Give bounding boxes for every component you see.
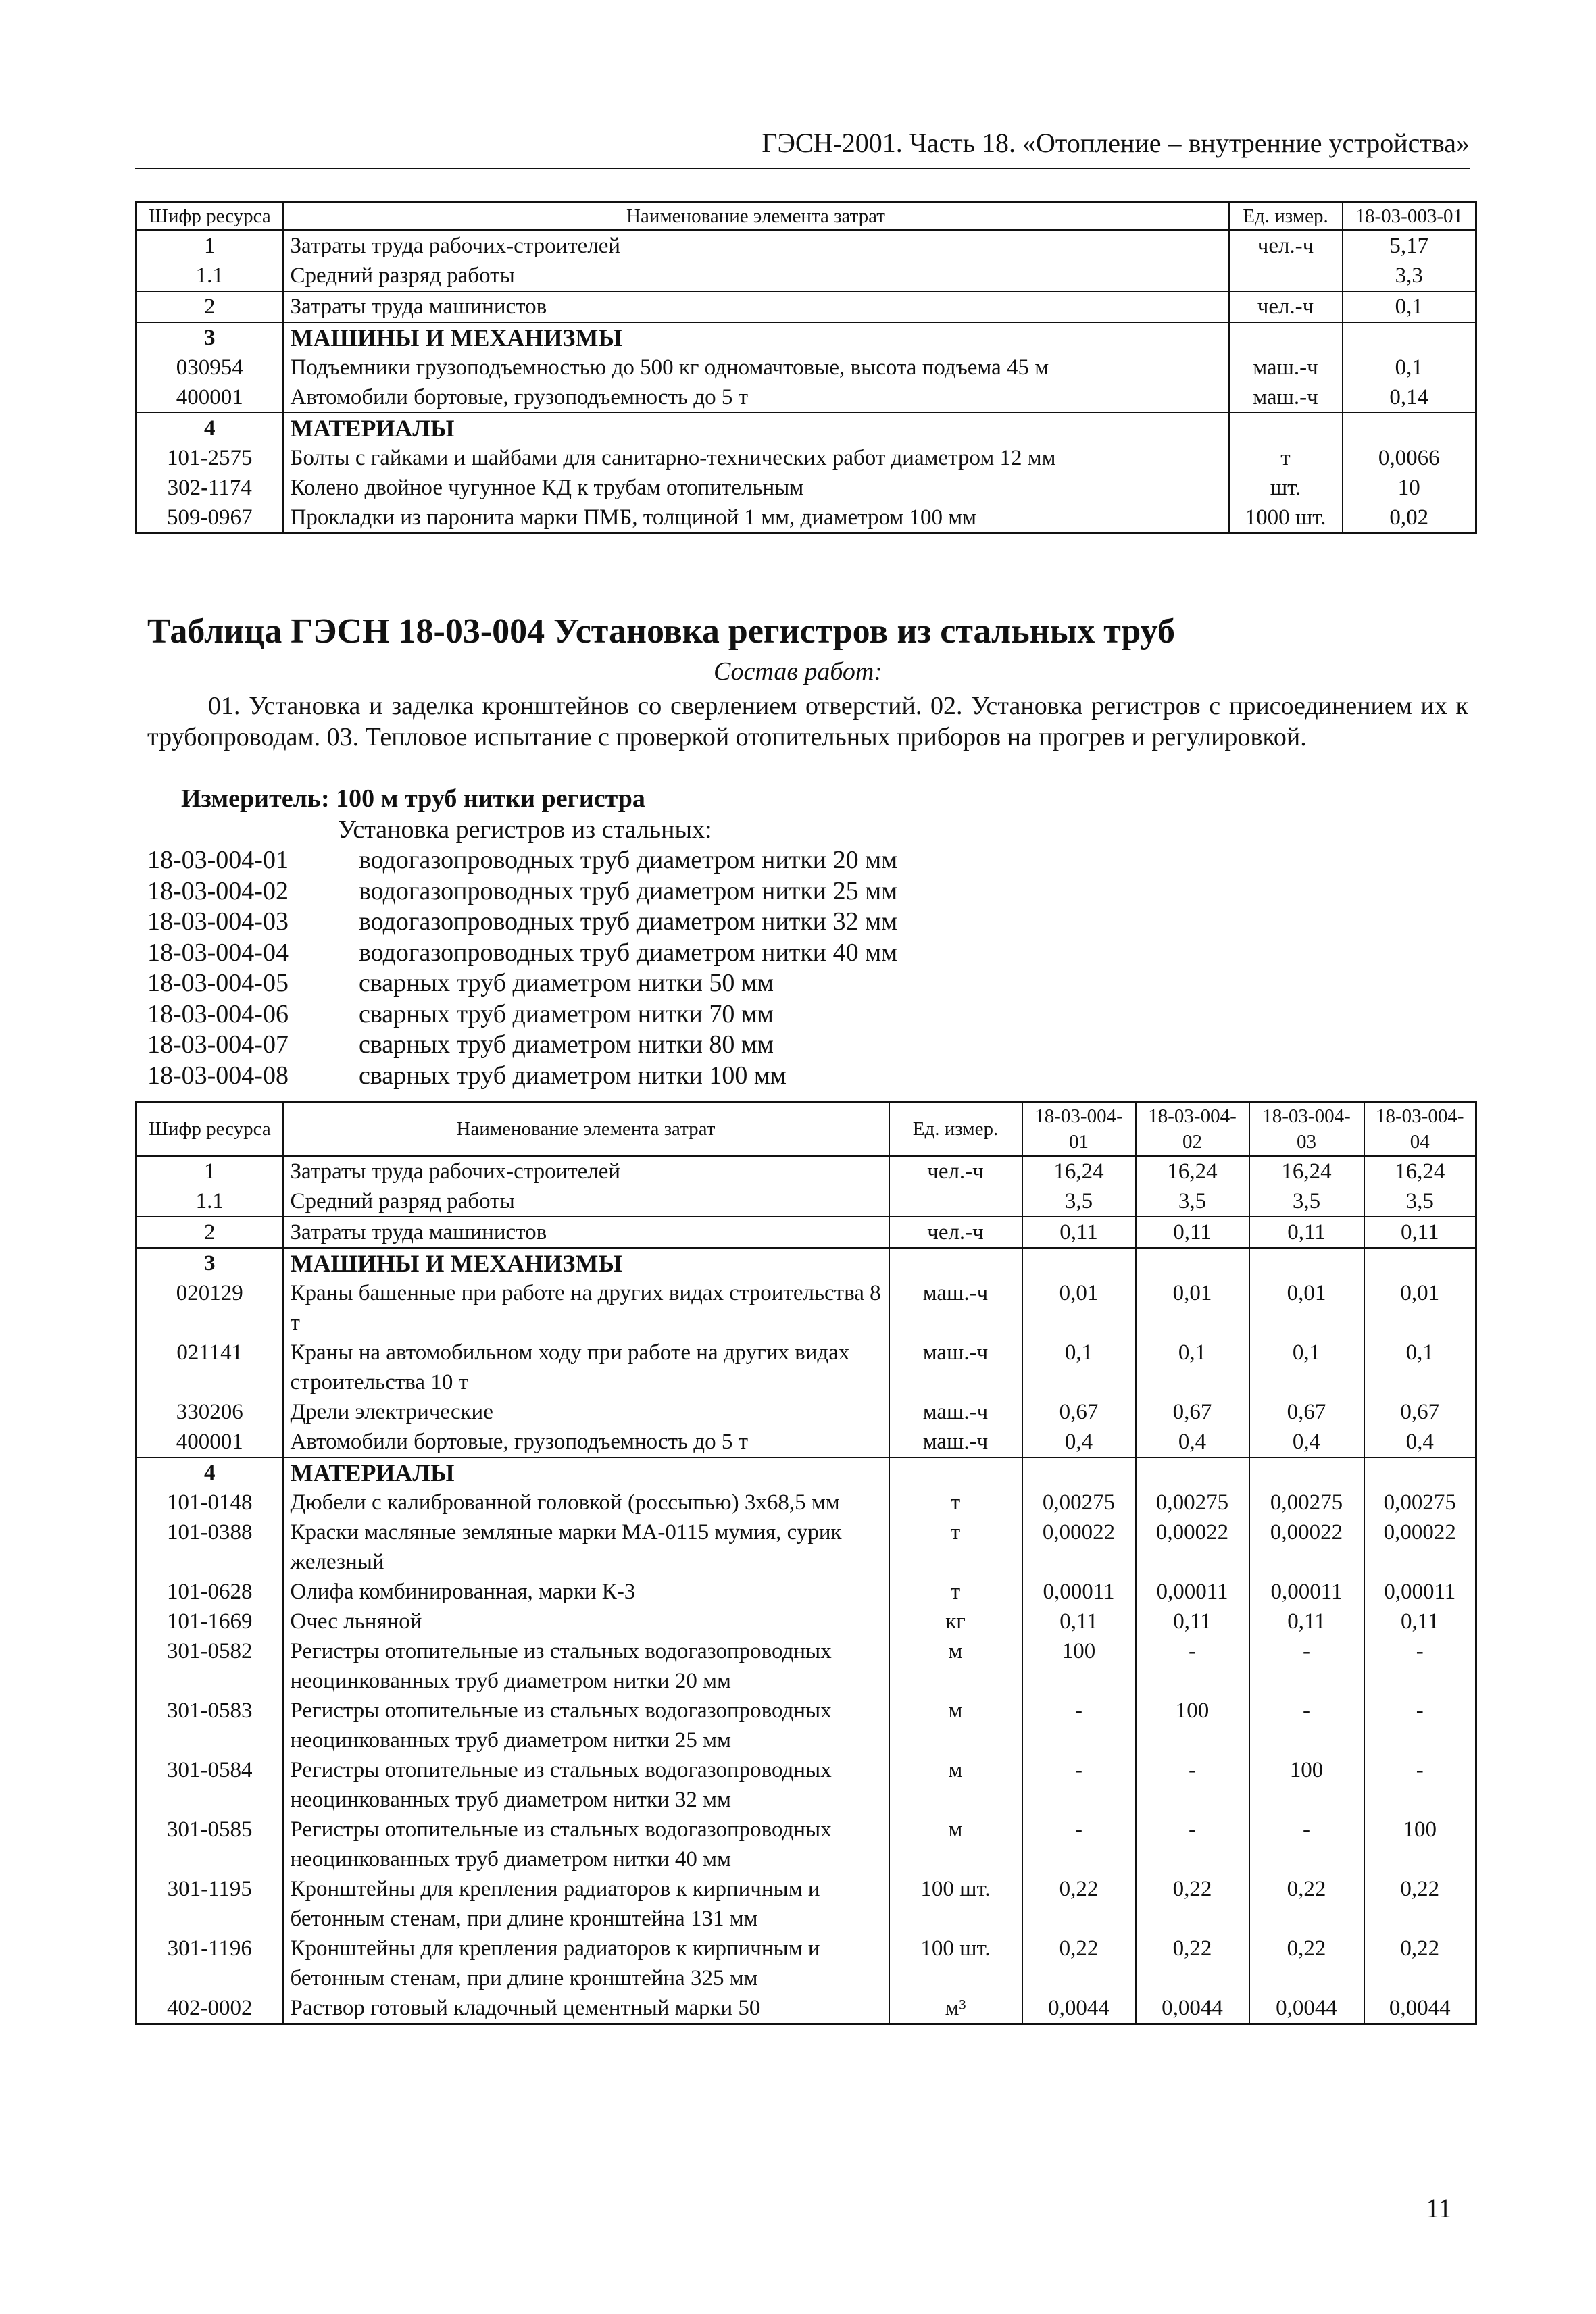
measure-unit: Измеритель: 100 м труб нитки регистра	[181, 784, 645, 813]
table-row	[136, 1517, 1476, 1577]
value-cell: 3,3	[1343, 261, 1476, 291]
value-cell: 0,67	[1364, 1397, 1476, 1427]
table-row	[136, 1488, 1476, 1517]
value-cell: 0,0044	[1364, 1993, 1476, 2024]
resource-code-cell: 020129	[136, 1278, 283, 1338]
unit-cell: м	[889, 1755, 1022, 1815]
value-cell: 100	[1364, 1815, 1476, 1874]
value-cell: 0,01	[1022, 1278, 1136, 1338]
value-cell: 0,0066	[1343, 443, 1476, 473]
value-cell: 0,67	[1136, 1397, 1249, 1427]
value-cell: 0,22	[1022, 1874, 1136, 1934]
code-number: 18-03-004-02	[147, 876, 289, 905]
resource-code-cell: 101-1669	[136, 1607, 283, 1636]
unit-cell: чел.-ч	[889, 1217, 1022, 1248]
unit-cell: кг	[889, 1607, 1022, 1636]
unit-cell: маш.-ч	[1229, 353, 1343, 382]
code-description: сварных труб диаметром нитки 100 мм	[359, 1061, 787, 1090]
value-cell: 0,11	[1249, 1217, 1364, 1248]
unit-cell: 1000 шт.	[1229, 503, 1343, 534]
page-number: 11	[1426, 2193, 1452, 2223]
table-row	[136, 1815, 1476, 1874]
resource-code-cell: 2	[136, 1217, 283, 1248]
code-number: 18-03-004-06	[147, 999, 289, 1028]
item-name-cell: Кронштейны для крепления радиаторов к кирпичным и бетонным стенам, при длине кронштейна 325 мм	[283, 1934, 889, 1993]
code-number: 18-03-004-04	[147, 938, 289, 967]
value-cell: 16,24	[1022, 1156, 1136, 1187]
value-cell: 0,02	[1343, 503, 1476, 534]
value-cell: 0,1	[1343, 353, 1476, 382]
resource-code-cell: 1.1	[136, 1186, 283, 1217]
value-cell: 3,5	[1249, 1186, 1364, 1217]
unit-cell: м	[889, 1696, 1022, 1755]
value-cell: -	[1022, 1696, 1136, 1755]
code-description: водогазопроводных труб диаметром нитки 40 мм	[359, 938, 898, 967]
unit-cell: маш.-ч	[1229, 382, 1343, 413]
code-description: водогазопроводных труб диаметром нитки 32 мм	[359, 907, 898, 936]
section-subtitle: Состав работ:	[713, 657, 883, 686]
item-name-cell: Краски масляные земляные марки МА-0115 мумия, сурик железный	[283, 1517, 889, 1577]
table-row	[136, 413, 1476, 443]
value-cell: 100	[1249, 1755, 1364, 1815]
table-row	[136, 1934, 1476, 1993]
table-row	[136, 1186, 1476, 1217]
unit-cell: маш.-ч	[889, 1397, 1022, 1427]
unit-cell: т	[1229, 443, 1343, 473]
value-cell: 0,00275	[1364, 1488, 1476, 1517]
value-cell: 0,22	[1022, 1934, 1136, 1993]
value-cell: 0,11	[1136, 1607, 1249, 1636]
item-name-cell: Автомобили бортовые, грузоподъемность до 5 т	[283, 382, 1229, 413]
running-header: ГЭСН-2001. Часть 18. «Отопление – внутренние устройства»	[135, 127, 1470, 169]
codes-intro: Установка регистров из стальных:	[338, 815, 712, 844]
column-header: Наименование элемента затрат	[283, 1103, 889, 1156]
value-cell: 0,22	[1249, 1874, 1364, 1934]
resource-code-cell: 402-0002	[136, 1993, 283, 2024]
code-list-item	[147, 907, 897, 938]
item-name-cell: МАШИНЫ И МЕХАНИЗМЫ	[283, 1248, 889, 1278]
unit-cell: т	[889, 1488, 1022, 1517]
value-cell	[1136, 1457, 1249, 1488]
table-row	[136, 1993, 1476, 2024]
item-name-cell: Краны на автомобильном ходу при работе на других видах строительства 10 т	[283, 1338, 889, 1397]
value-cell: 0,1	[1136, 1338, 1249, 1397]
code-description: сварных труб диаметром нитки 50 мм	[359, 969, 774, 997]
item-name-cell: Раствор готовый кладочный цементный марки 50	[283, 1993, 889, 2024]
value-cell: 0,00011	[1364, 1577, 1476, 1607]
value-cell: 0,67	[1022, 1397, 1136, 1427]
code-number: 18-03-004-01	[147, 846, 289, 874]
value-cell	[1249, 1457, 1364, 1488]
table-row	[136, 473, 1476, 503]
value-cell: 0,0044	[1136, 1993, 1249, 2024]
resource-code-cell: 101-0628	[136, 1577, 283, 1607]
code-list-item	[147, 1061, 897, 1092]
code-list	[147, 845, 897, 1091]
value-cell: 0,00011	[1249, 1577, 1364, 1607]
code-list-item	[147, 876, 897, 907]
column-header: 18-03-004-02	[1136, 1103, 1249, 1156]
item-name-cell: Кронштейны для крепления радиаторов к кирпичным и бетонным стенам, при длине кронштейна 131 мм	[283, 1874, 889, 1934]
value-cell: 0,11	[1136, 1217, 1249, 1248]
resource-code-cell: 101-2575	[136, 443, 283, 473]
unit-cell: чел.-ч	[1229, 230, 1343, 261]
value-cell: 0,4	[1022, 1427, 1136, 1457]
value-cell: 0,22	[1364, 1874, 1476, 1934]
unit-cell: маш.-ч	[889, 1278, 1022, 1338]
table-row	[136, 1427, 1476, 1457]
unit-cell	[1229, 261, 1343, 291]
value-cell: 3,5	[1364, 1186, 1476, 1217]
resource-code-cell: 330206	[136, 1397, 283, 1427]
item-name-cell: Автомобили бортовые, грузоподъемность до 5 т	[283, 1427, 889, 1457]
column-header: Ед. измер.	[889, 1103, 1022, 1156]
unit-cell: чел.-ч	[1229, 291, 1343, 322]
table-row	[136, 1696, 1476, 1755]
item-name-cell: Прокладки из паронита марки ПМБ, толщиной 1 мм, диаметром 100 мм	[283, 503, 1229, 534]
value-cell: 0,00022	[1249, 1517, 1364, 1577]
column-header: 18-03-003-01	[1343, 203, 1476, 230]
table-row	[136, 322, 1476, 353]
item-name-cell: Болты с гайками и шайбами для санитарно-технических работ диаметром 12 мм	[283, 443, 1229, 473]
code-number: 18-03-004-07	[147, 1030, 289, 1059]
value-cell: 5,17	[1343, 230, 1476, 261]
column-header: Наименование элемента затрат	[283, 203, 1229, 230]
table-row	[136, 1457, 1476, 1488]
item-name-cell: Регистры отопительные из стальных водогазопроводных неоцинкованных труб диаметром нитки 25 мм	[283, 1696, 889, 1755]
value-cell	[1249, 1248, 1364, 1278]
value-cell: 0,22	[1249, 1934, 1364, 1993]
table-header-row	[136, 1103, 1476, 1156]
value-cell: -	[1136, 1755, 1249, 1815]
value-cell: 16,24	[1249, 1156, 1364, 1187]
resource-code-cell: 4	[136, 413, 283, 443]
item-name-cell: МАТЕРИАЛЫ	[283, 1457, 889, 1488]
resource-code-cell: 301-0583	[136, 1696, 283, 1755]
item-name-cell: Затраты труда машинистов	[283, 291, 1229, 322]
value-cell: -	[1136, 1636, 1249, 1696]
value-cell: 0,22	[1364, 1934, 1476, 1993]
code-number: 18-03-004-05	[147, 969, 289, 997]
value-cell: 0,4	[1136, 1427, 1249, 1457]
value-cell	[1136, 1248, 1249, 1278]
unit-cell: м	[889, 1815, 1022, 1874]
table-row	[136, 1874, 1476, 1934]
code-list-item	[147, 999, 897, 1030]
table-row	[136, 443, 1476, 473]
item-name-cell: Регистры отопительные из стальных водогазопроводных неоцинкованных труб диаметром нитки 32 мм	[283, 1755, 889, 1815]
value-cell: 3,5	[1136, 1186, 1249, 1217]
value-cell: -	[1249, 1815, 1364, 1874]
value-cell: 0,11	[1249, 1607, 1364, 1636]
resource-code-cell: 101-0148	[136, 1488, 283, 1517]
item-name-cell: МАШИНЫ И МЕХАНИЗМЫ	[283, 322, 1229, 353]
value-cell	[1343, 413, 1476, 443]
column-header: Шифр ресурса	[136, 203, 283, 230]
item-name-cell: Затраты труда рабочих-строителей	[283, 1156, 889, 1187]
unit-cell: м³	[889, 1993, 1022, 2024]
value-cell: 0,0044	[1249, 1993, 1364, 2024]
item-name-cell: Подъемники грузоподъемностью до 500 кг одномачтовые, высота подъема 45 м	[283, 353, 1229, 382]
code-list-item	[147, 938, 897, 969]
code-list-item	[147, 845, 897, 876]
unit-cell: т	[889, 1577, 1022, 1607]
unit-cell: маш.-ч	[889, 1427, 1022, 1457]
resource-code-cell: 1.1	[136, 261, 283, 291]
unit-cell: шт.	[1229, 473, 1343, 503]
resource-code-cell: 4	[136, 1457, 283, 1488]
unit-cell	[1229, 322, 1343, 353]
unit-cell	[889, 1248, 1022, 1278]
item-name-cell: Колено двойное чугунное КД к трубам отопительным	[283, 473, 1229, 503]
table-row	[136, 1397, 1476, 1427]
unit-cell: маш.-ч	[889, 1338, 1022, 1397]
column-header: Ед. измер.	[1229, 203, 1343, 230]
value-cell: 0,4	[1364, 1427, 1476, 1457]
work-composition: 01. Установка и заделка кронштейнов со сверлением отверстий. 02. Установка регистров с присоединением их к трубопроводам. 03. Тепловое испытание с проверкой отопительных приборов на прогрев и регулировкой.	[147, 692, 1468, 751]
code-description: водогазопроводных труб диаметром нитки 25 мм	[359, 876, 898, 905]
unit-cell: т	[889, 1517, 1022, 1577]
item-name-cell: Дюбели с калиброванной головкой (россыпью) 3х68,5 мм	[283, 1488, 889, 1517]
value-cell: -	[1136, 1815, 1249, 1874]
item-name-cell: МАТЕРИАЛЫ	[283, 413, 1229, 443]
resource-code-cell: 301-1195	[136, 1874, 283, 1934]
value-cell	[1343, 322, 1476, 353]
resource-code-cell: 400001	[136, 1427, 283, 1457]
table-row	[136, 1338, 1476, 1397]
unit-cell: 100 шт.	[889, 1874, 1022, 1934]
value-cell: -	[1364, 1636, 1476, 1696]
table-row	[136, 1156, 1476, 1187]
value-cell: -	[1249, 1636, 1364, 1696]
code-description: водогазопроводных труб диаметром нитки 20 мм	[359, 846, 898, 874]
value-cell	[1364, 1457, 1476, 1488]
value-cell: -	[1022, 1755, 1136, 1815]
code-list-item	[147, 1030, 897, 1061]
value-cell: 0,00011	[1022, 1577, 1136, 1607]
item-name-cell: Средний разряд работы	[283, 261, 1229, 291]
unit-cell: чел.-ч	[889, 1156, 1022, 1187]
value-cell: -	[1364, 1696, 1476, 1755]
item-name-cell: Регистры отопительные из стальных водогазопроводных неоцинкованных труб диаметром нитки 20 мм	[283, 1636, 889, 1696]
value-cell: 0,1	[1022, 1338, 1136, 1397]
resource-code-cell: 3	[136, 1248, 283, 1278]
table-row	[136, 1607, 1476, 1636]
value-cell: 0,1	[1343, 291, 1476, 322]
item-name-cell: Олифа комбинированная, марки К-3	[283, 1577, 889, 1607]
table-row	[136, 1278, 1476, 1338]
value-cell: 0,00022	[1022, 1517, 1136, 1577]
resource-code-cell: 302-1174	[136, 473, 283, 503]
item-name-cell: Затраты труда рабочих-строителей	[283, 230, 1229, 261]
value-cell: -	[1022, 1815, 1136, 1874]
table-row	[136, 1577, 1476, 1607]
table-row	[136, 353, 1476, 382]
column-header: Шифр ресурса	[136, 1103, 283, 1156]
value-cell: 0,22	[1136, 1934, 1249, 1993]
value-cell: 0,14	[1343, 382, 1476, 413]
resource-code-cell: 1	[136, 1156, 283, 1187]
value-cell: 0,01	[1364, 1278, 1476, 1338]
column-header: 18-03-004-04	[1364, 1103, 1476, 1156]
table-row	[136, 1217, 1476, 1248]
value-cell: 0,00275	[1136, 1488, 1249, 1517]
unit-cell: 100 шт.	[889, 1934, 1022, 1993]
value-cell: 0,11	[1022, 1217, 1136, 1248]
value-cell: 0,00275	[1022, 1488, 1136, 1517]
column-header: 18-03-004-01	[1022, 1103, 1136, 1156]
table-header-row	[136, 203, 1476, 230]
resource-code-cell: 021141	[136, 1338, 283, 1397]
value-cell	[1022, 1248, 1136, 1278]
resource-code-cell: 030954	[136, 353, 283, 382]
value-cell: 0,0044	[1022, 1993, 1136, 2024]
code-description: сварных труб диаметром нитки 70 мм	[359, 999, 774, 1028]
resource-code-cell: 301-1196	[136, 1934, 283, 1993]
unit-cell	[889, 1457, 1022, 1488]
value-cell: 0,11	[1022, 1607, 1136, 1636]
value-cell: 3,5	[1022, 1186, 1136, 1217]
value-cell	[1364, 1248, 1476, 1278]
cost-table-18-03-003	[135, 201, 1477, 534]
resource-code-cell: 301-0582	[136, 1636, 283, 1696]
table-row	[136, 1755, 1476, 1815]
resource-code-cell: 101-0388	[136, 1517, 283, 1577]
value-cell: 100	[1136, 1696, 1249, 1755]
value-cell: 0,00022	[1364, 1517, 1476, 1577]
value-cell: 100	[1022, 1636, 1136, 1696]
section-title: Таблица ГЭСН 18-03-004 Установка регистров из стальных труб	[147, 612, 1175, 651]
table-row	[136, 382, 1476, 413]
item-name-cell: Затраты труда машинистов	[283, 1217, 889, 1248]
value-cell	[1022, 1457, 1136, 1488]
table-row	[136, 261, 1476, 291]
item-name-cell: Дрели электрические	[283, 1397, 889, 1427]
cost-table-18-03-004	[135, 1101, 1477, 2025]
unit-cell	[889, 1186, 1022, 1217]
value-cell: 0,11	[1364, 1607, 1476, 1636]
value-cell: -	[1364, 1755, 1476, 1815]
resource-code-cell: 301-0585	[136, 1815, 283, 1874]
resource-code-cell: 301-0584	[136, 1755, 283, 1815]
item-name-cell: Регистры отопительные из стальных водогазопроводных неоцинкованных труб диаметром нитки 40 мм	[283, 1815, 889, 1874]
item-name-cell: Очес льняной	[283, 1607, 889, 1636]
value-cell: 10	[1343, 473, 1476, 503]
value-cell: 16,24	[1364, 1156, 1476, 1187]
value-cell: 0,00011	[1136, 1577, 1249, 1607]
value-cell: 0,4	[1249, 1427, 1364, 1457]
resource-code-cell: 1	[136, 230, 283, 261]
value-cell: 0,22	[1136, 1874, 1249, 1934]
column-header: 18-03-004-03	[1249, 1103, 1364, 1156]
value-cell: 0,00022	[1136, 1517, 1249, 1577]
value-cell: 0,11	[1364, 1217, 1476, 1248]
value-cell: 0,1	[1249, 1338, 1364, 1397]
value-cell: -	[1249, 1696, 1364, 1755]
code-description: сварных труб диаметром нитки 80 мм	[359, 1030, 774, 1059]
resource-code-cell: 2	[136, 291, 283, 322]
code-number: 18-03-004-08	[147, 1061, 289, 1090]
unit-cell: м	[889, 1636, 1022, 1696]
resource-code-cell: 3	[136, 322, 283, 353]
value-cell: 0,1	[1364, 1338, 1476, 1397]
value-cell: 0,67	[1249, 1397, 1364, 1427]
table-row	[136, 230, 1476, 261]
resource-code-cell: 509-0967	[136, 503, 283, 534]
value-cell: 0,00275	[1249, 1488, 1364, 1517]
code-list-item	[147, 968, 897, 999]
table-row	[136, 503, 1476, 534]
code-number: 18-03-004-03	[147, 907, 289, 936]
table-row	[136, 291, 1476, 322]
table-row	[136, 1248, 1476, 1278]
item-name-cell: Краны башенные при работе на других видах строительства 8 т	[283, 1278, 889, 1338]
value-cell: 0,01	[1249, 1278, 1364, 1338]
table-row	[136, 1636, 1476, 1696]
unit-cell	[1229, 413, 1343, 443]
resource-code-cell: 400001	[136, 382, 283, 413]
value-cell: 0,01	[1136, 1278, 1249, 1338]
value-cell: 16,24	[1136, 1156, 1249, 1187]
item-name-cell: Средний разряд работы	[283, 1186, 889, 1217]
